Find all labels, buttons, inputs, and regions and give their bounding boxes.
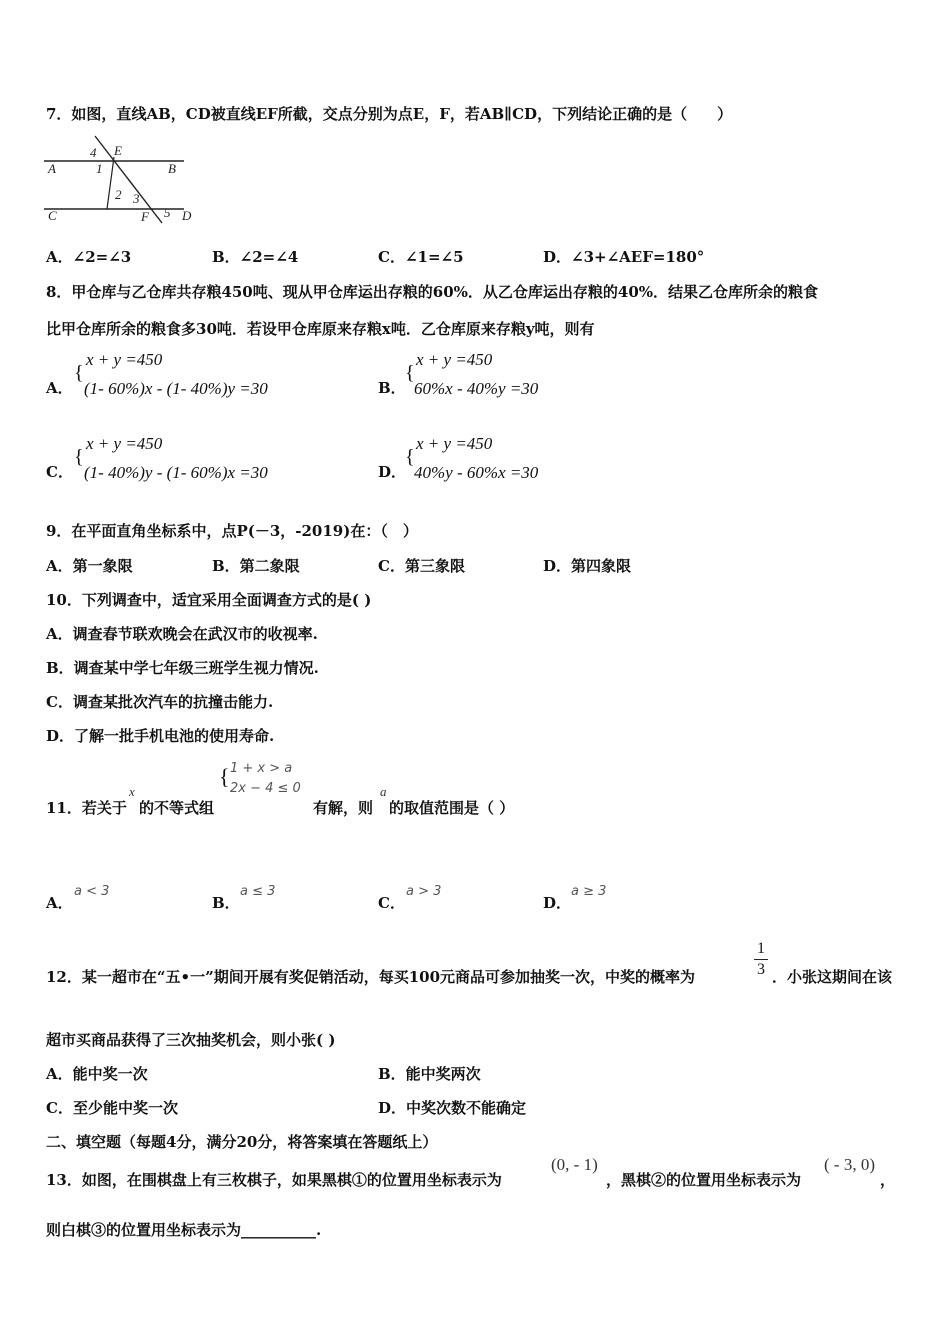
label-e: E bbox=[114, 143, 122, 158]
q10-option-b: B．调查某中学七年级三班学生视力情况. bbox=[46, 659, 319, 677]
q12-fraction-denominator: 3 bbox=[757, 961, 765, 978]
q12-fraction-numerator: 1 bbox=[757, 940, 765, 957]
q10-option-c: C．调查某批次汽车的抗撞击能力. bbox=[46, 693, 274, 711]
q13-coord1: (0, - 1) bbox=[551, 1155, 598, 1174]
q10-stem: 10．下列调查中，适宜采用全面调查方式的是( ) bbox=[46, 591, 372, 609]
q12-option-c: C．至少能中奖一次 bbox=[46, 1099, 178, 1117]
q12-option-d: D．中奖次数不能确定 bbox=[378, 1099, 527, 1117]
q7-option-d: D．∠3+∠AEF=180° bbox=[543, 248, 705, 266]
q8-stem-line1: 8．甲仓库与乙仓库共存粮450吨、现从甲仓库运出存粮的60%．从乙仓库运出存粮的40%．结果乙仓库所余的粮食 bbox=[46, 283, 819, 301]
q11-option-b-expr: a ≤ 3 bbox=[240, 884, 276, 899]
q11-option-d-label: D． bbox=[543, 894, 572, 912]
label-4: 4 bbox=[90, 145, 97, 160]
q8-option-c-eq1: x + y =450 bbox=[86, 434, 163, 453]
q11-ineq2: 2x − 4 ≤ 0 bbox=[230, 781, 301, 796]
label-1: 1 bbox=[96, 161, 103, 176]
q8-option-c-label: C． bbox=[46, 463, 73, 481]
label-5: 5 bbox=[164, 205, 171, 220]
line-ef bbox=[95, 136, 162, 223]
label-d: D bbox=[182, 208, 192, 223]
q12-option-a: A．能中奖一次 bbox=[46, 1065, 148, 1083]
q9-option-b: B．第二象限 bbox=[212, 557, 300, 575]
q10-option-d: D．了解一批手机电池的使用寿命. bbox=[46, 727, 275, 745]
q8-option-d-label: D． bbox=[378, 463, 407, 481]
q12-option-b: B．能中奖两次 bbox=[378, 1065, 481, 1083]
q11-stem-part3: 有解，则 bbox=[313, 799, 374, 817]
q11-ineq1: 1 + x > a bbox=[230, 761, 293, 776]
q12-stem-line2: 超市买商品获得了三次抽奖机会，则小张( ) bbox=[46, 1031, 336, 1049]
q11-stem-part2: 的不等式组 bbox=[139, 799, 215, 817]
q8-option-d-eq2: 40%y - 60%x =30 bbox=[414, 463, 539, 482]
q8-option-c-eq2: (1- 40%)y - (1- 60%)x =30 bbox=[84, 463, 268, 482]
q9-stem: 9．在平面直角坐标系中，点P(－3，-2019)在：（ ） bbox=[46, 522, 418, 540]
q9-option-c: C．第三象限 bbox=[378, 557, 465, 575]
label-3: 3 bbox=[133, 191, 140, 206]
q10-option-a: A．调查春节联欢晚会在武汉市的收视率. bbox=[46, 625, 318, 643]
q8-option-b-label: B． bbox=[378, 379, 406, 397]
q7-option-a: A．∠2=∠3 bbox=[46, 248, 132, 266]
q8-stem-line2: 比甲仓库所余的粮食多30吨．若设甲仓库原来存粮x吨．乙仓库原来存粮y吨，则有 bbox=[46, 320, 595, 338]
q13-stem-part2: ，黑棋②的位置用坐标表示为 bbox=[606, 1171, 802, 1189]
q8-option-d-eq1: x + y =450 bbox=[416, 434, 493, 453]
q13-stem-part1: 13．如图，在围棋盘上有三枚棋子，如果黑棋①的位置用坐标表示为 bbox=[46, 1171, 502, 1189]
q11-brace: { bbox=[219, 764, 230, 789]
q7-option-c: C．∠1=∠5 bbox=[378, 248, 464, 266]
section-2-heading: 二、填空题（每题4分，满分20分，将答案填在答题纸上） bbox=[46, 1133, 438, 1151]
q8-option-b-eq2: 60%x - 40%y =30 bbox=[414, 379, 539, 398]
q11-option-a-label: A． bbox=[46, 894, 73, 912]
q13-coord2: ( - 3, 0) bbox=[824, 1155, 875, 1174]
q11-var-a: a bbox=[380, 784, 387, 799]
q11-option-d-expr: a ≥ 3 bbox=[571, 884, 607, 899]
q11-option-c-expr: a > 3 bbox=[406, 884, 442, 899]
q12-fraction-bar bbox=[754, 959, 768, 960]
q8-option-a-eq1: x + y =450 bbox=[86, 350, 163, 369]
label-a: A bbox=[48, 161, 56, 176]
q12-fraction bbox=[754, 940, 768, 979]
q11-option-a-expr: a < 3 bbox=[74, 884, 110, 899]
q8-option-b-brace: { bbox=[405, 362, 415, 384]
q11-var-x: x bbox=[129, 784, 135, 799]
label-f: F bbox=[141, 209, 149, 224]
q11-option-b-label: B． bbox=[212, 894, 240, 912]
q8-option-a-label: A． bbox=[46, 379, 73, 397]
q11-stem-part4: 的取值范围是（ ） bbox=[389, 799, 515, 817]
line-segment bbox=[107, 157, 114, 209]
q11-option-c-label: C． bbox=[378, 894, 405, 912]
q9-option-a: A．第一象限 bbox=[46, 557, 133, 575]
q8-option-d-brace: { bbox=[405, 446, 415, 468]
q12-stem-line1: 12．某一超市在“五•一”期间开展有奖促销活动，每买100元商品可参加抽奖一次，中奖的概率为 bbox=[46, 968, 696, 986]
q9-option-d: D．第四象限 bbox=[543, 557, 632, 575]
q8-option-a-eq2: (1- 60%)x - (1- 40%)y =30 bbox=[84, 379, 268, 398]
q11-stem-part1: 11．若关于 bbox=[46, 799, 127, 817]
q8-option-a-brace: { bbox=[74, 362, 84, 384]
q7-figure bbox=[44, 133, 199, 228]
q7-option-b: B．∠2=∠4 bbox=[212, 248, 299, 266]
q7-stem: 7．如图，直线AB，CD被直线EF所截，交点分别为点E，F，若AB∥CD，下列结论正确的是（ ） bbox=[46, 105, 733, 123]
label-b: B bbox=[168, 161, 176, 176]
q8-option-c-brace: { bbox=[74, 446, 84, 468]
q8-option-b-eq1: x + y =450 bbox=[416, 350, 493, 369]
q12-stem-line1-tail: ．小张这期间在该 bbox=[772, 968, 893, 986]
q13-stem-part3: ， bbox=[880, 1171, 896, 1189]
q13-stem-line2: 则白棋③的位置用坐标表示为__________. bbox=[46, 1221, 322, 1239]
label-c: C bbox=[48, 208, 57, 223]
label-2: 2 bbox=[115, 187, 122, 202]
